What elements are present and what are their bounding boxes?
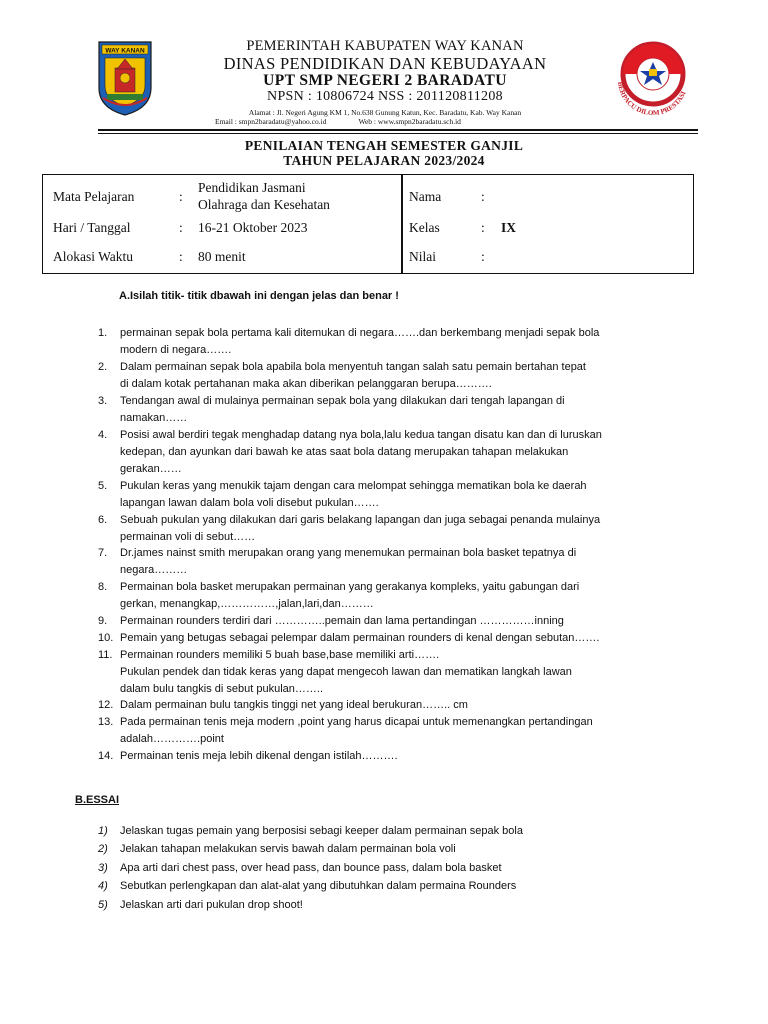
score-colon: :: [481, 249, 485, 264]
question-number: 10.: [98, 632, 114, 644]
class-colon: :: [481, 220, 485, 235]
question-line: permainan voli di sebut……: [120, 531, 256, 543]
question-line: Pukulan keras yang menukik tajam dengan cara melompat sehingga mematikan bola ke daerah: [120, 480, 587, 492]
question-line: dalam bulu tangkis di sebut pukulan……..: [120, 683, 324, 695]
score-label: Nilai: [409, 249, 436, 264]
question-number: 13.: [98, 716, 114, 728]
question-number: 5.: [98, 480, 108, 492]
question-line: gerkan, menangkap,……………,jalan,lari,dan………: [120, 598, 374, 610]
essay-text: Jelaskan arti dari pukulan drop shoot!: [120, 899, 303, 911]
question-line: Dalam permainan sepak bola apabila bola menyentuh tangan salah satu pemain bertahan tepat: [120, 361, 586, 373]
name-colon: :: [481, 189, 485, 204]
question-number: 12.: [98, 699, 114, 711]
time-label: Alokasi Waktu: [53, 249, 134, 264]
question-number: 14.: [98, 750, 114, 762]
essay-number: 1): [98, 825, 108, 837]
header-contact: [215, 117, 461, 126]
header-rule-thin: [98, 133, 698, 134]
header-web: Web : www.smpn2baradatu.sch.id: [358, 117, 461, 126]
name-label: Nama: [409, 189, 442, 204]
question-line: Tendangan awal di mulainya permainan sepak bola yang dilakukan dari tengah lapangan di: [120, 395, 565, 407]
info-box-divider: [401, 175, 403, 273]
question-line: Pada permainan tenis meja modern ,point yang harus dicapai untuk memenangkan pertandingan: [120, 716, 593, 728]
question-line: Permainan bola basket merupakan permainan yang gerakanya kompleks, yaitu gabungan dari: [120, 581, 580, 593]
header-rule-thick: [98, 129, 698, 131]
time-colon: :: [179, 249, 183, 264]
question-line: Sebuah pukulan yang dilakukan dari garis belakang lapangan dan juga sebagai penanda mulainya: [120, 514, 601, 526]
logo-left-text: WAY KANAN: [105, 47, 145, 55]
essay-text: Sebutkan perlengkapan dan alat-alat yang dibutuhkan dalam permaina Rounders: [120, 880, 517, 892]
section-b-heading: B.ESSAI: [75, 794, 120, 806]
question-line: permainan sepak bola pertama kali ditemukan di negara…….dan berkembang menjadi sepak bola: [120, 327, 600, 339]
question-line: di dalam kotak pertahanan maka akan diberikan pelanggaran berupa……….: [120, 378, 492, 390]
question-number: 4.: [98, 429, 108, 441]
date-value: 16-21 Oktober 2023: [198, 220, 308, 235]
essay-number: 2): [98, 843, 108, 855]
school-logo: [608, 38, 698, 128]
date-colon: :: [179, 220, 183, 235]
question-number: 9.: [98, 615, 108, 627]
question-number: 6.: [98, 514, 108, 526]
essay-number: 4): [98, 880, 108, 892]
header-email: Email : smpn2baradatu@yahoo.co.id: [215, 117, 327, 126]
question-number: 1.: [98, 327, 108, 339]
question-line: kedepan, dan ayunkan dari bawah ke atas saat bola datang merupakan tahapan melakukan: [120, 446, 569, 458]
question-number: 7.: [98, 547, 108, 559]
header-government: PEMERINTAH KABUPATEN WAY KANAN: [246, 38, 524, 54]
header-npsn: NPSN : 10806724 NSS : 201120811208: [267, 89, 503, 104]
question-line: Pemain yang betugas sebagai pelempar dalam permainan rounders di kenal dengan sebutan…….: [120, 632, 600, 644]
question-line: Dr.james nainst smith merupakan orang yang menemukan permainan bola basket tepatnya di: [120, 547, 577, 559]
exam-year: TAHUN PELAJARAN 2023/2024: [283, 153, 485, 168]
subject-label: Mata Pelajaran: [53, 189, 135, 204]
essay-number: 3): [98, 862, 108, 874]
question-line: lapangan lawan dalam bola voli disebut pukulan…….: [120, 497, 379, 509]
question-line: modern di negara…….: [120, 344, 232, 356]
subject-value-line2: Olahraga dan Kesehatan: [198, 197, 330, 212]
subject-value-line1: Pendidikan Jasmani: [198, 180, 306, 195]
date-label: Hari / Tanggal: [53, 220, 131, 235]
class-value: IX: [501, 220, 517, 235]
question-line: adalah………….point: [120, 733, 224, 745]
class-label: Kelas: [409, 220, 440, 235]
question-line: namakan……: [120, 412, 188, 424]
question-number: 2.: [98, 361, 108, 373]
exam-title: PENILAIAN TENGAH SEMESTER GANJIL: [244, 138, 524, 153]
question-line: Permainan tenis meja lebih dikenal dengan istilah……….: [120, 750, 398, 762]
essay-text: Apa arti dari chest pass, over head pass, dan bounce pass, dalam bola basket: [120, 862, 502, 874]
question-line: Permainan rounders terdiri dari …………..pemain dan lama pertandingan ……………inning: [120, 615, 564, 627]
header-school-name: UPT SMP NEGERI 2 BARADATU: [263, 72, 507, 89]
student-info-box: [42, 174, 694, 274]
header-department: DINAS PENDIDIKAN DAN KEBUDAYAAN: [223, 54, 547, 73]
question-number: 11.: [98, 649, 113, 661]
section-a-heading: A.Isilah titik- titik dbawah ini dengan jelas dan benar !: [119, 290, 399, 302]
way-kanan-logo: [97, 38, 153, 116]
logo-right-text: BERPACU DILOM PRESTASI: [615, 81, 688, 118]
time-value: 80 menit: [198, 249, 246, 264]
essay-number: 5): [98, 899, 108, 911]
question-line: Dalam permainan bulu tangkis tinggi net yang ideal berukuran…….. cm: [120, 699, 468, 711]
question-line: gerakan……: [120, 463, 182, 475]
question-number: 8.: [98, 581, 108, 593]
question-line: Pukulan pendek dan tidak keras yang dapat mengecoh lawan dan mematikan langkah lawan: [120, 666, 572, 678]
question-number: 3.: [98, 395, 108, 407]
question-line: Posisi awal berdiri tegak menghadap datang nya bola,lalu kedua tangan disatu kan dan di luruskan: [120, 429, 602, 441]
question-line: Permainan rounders memiliki 5 buah base,base memiliki arti…….: [120, 649, 440, 661]
subject-colon: :: [179, 189, 183, 204]
question-line: negara………: [120, 564, 188, 576]
essay-text: Jelaskan tugas pemain yang berposisi sebagi keeper dalam permainan sepak bola: [120, 825, 523, 837]
essay-text: Jelakan tahapan melakukan servis bawah dalam permainan bola voli: [120, 843, 456, 855]
header-address: Alamat : Jl. Negeri Agung KM 1, No.638 Gunung Katun, Kec. Baradatu, Kab. Way Kanan: [248, 108, 522, 117]
